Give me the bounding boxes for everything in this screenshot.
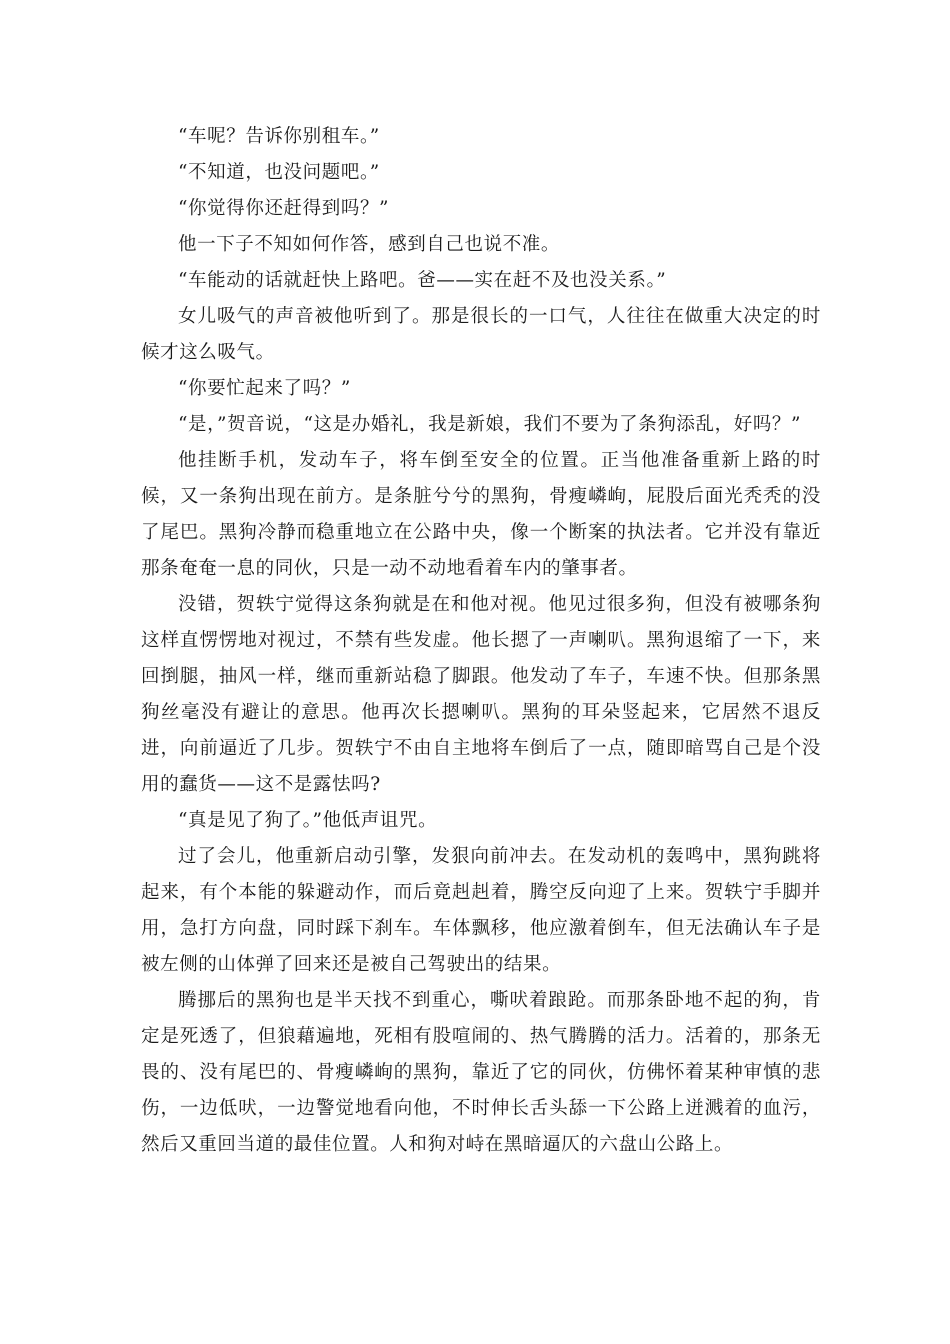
paragraph: 他挂断手机，发动车子，将车倒至安全的位置。正当他准备重新上路的时候，又一条狗出现在前方。是条脏兮兮的黑狗，骨瘦嶙峋，屁股后面光秃秃的没了尾巴。黑狗冷静而稳重地立在公路中央，像一个断案的执法者。它并没有靠近那条奄奄一息的同伙，只是一动不动地看着车内的肇事者。 [141,450,821,579]
paragraph: 他一下子不知如何作答，感到自己也说不准。 [178,234,561,255]
paragraph: “是，”贺音说，“这是办婚礼，我是新娘，我们不要为了条狗添乱，好吗？” [178,414,802,435]
paragraph: “你要忙起来了吗？” [178,378,351,399]
paragraph: “你觉得你还赶得到吗？” [178,198,390,219]
paragraph: 过了会儿，他重新启动引擎，发狠向前冲去。在发动机的轰鸣中，黑狗跳将起来，有个本能的躲避动作，而后竟赳赳着，腾空反向迎了上来。贺轶宁手脚并用，急打方向盘，同时踩下刹车。车体飘移，他应激着倒车，但无法确认车子是被左侧的山体弹了回来还是被自己驾驶出的结果。 [141,846,821,975]
paragraph: “真是见了狗了。”他低声诅咒。 [178,810,438,831]
paragraph: 腾挪后的黑狗也是半天找不到重心，嘶吠着踉跄。而那条卧地不起的狗，肯定是死透了，但狼藉遍地，死相有股喧闹的、热气腾腾的活力。活着的，那条无畏的、没有尾巴的、骨瘦嶙峋的黑狗，靠近了它的同伙，仿佛怀着某种审慎的悲伤，一边低吠，一边警觉地看向他，不时伸长舌头舔一下公路上迸溅着的血污，然后又重回当道的最佳位置。人和狗对峙在黑暗逼仄的六盘山公路上。 [141,990,821,1155]
paragraph: 没错，贺轶宁觉得这条狗就是在和他对视。他见过很多狗，但没有被哪条狗这样直愣愣地对视过，不禁有些发虚。他长摁了一声喇叭。黑狗退缩了一下，来回捯腿，抽风一样，继而重新站稳了脚跟。他发动了车子，车速不快。但那条黑狗丝毫没有避让的意思。他再次长摁喇叭。黑狗的耳朵竖起来，它居然不退反进，向前逼近了几步。贺轶宁不由自主地将车倒后了一点，随即暗骂自己是个没用的蠢货——这不是露怯吗? [141,594,821,795]
paragraph: “车呢？告诉你别租车。” [178,126,380,147]
paragraph: “不知道，也没问题吧。” [178,162,380,183]
article-body [141,119,821,1163]
paragraph: “车能动的话就赶快上路吧。爸——实在赶不及也没关系。” [178,270,667,291]
paragraph: 女儿吸气的声音被他听到了。那是很长的一口气，人往往在做重大决定的时候才这么吸气。 [141,306,821,363]
